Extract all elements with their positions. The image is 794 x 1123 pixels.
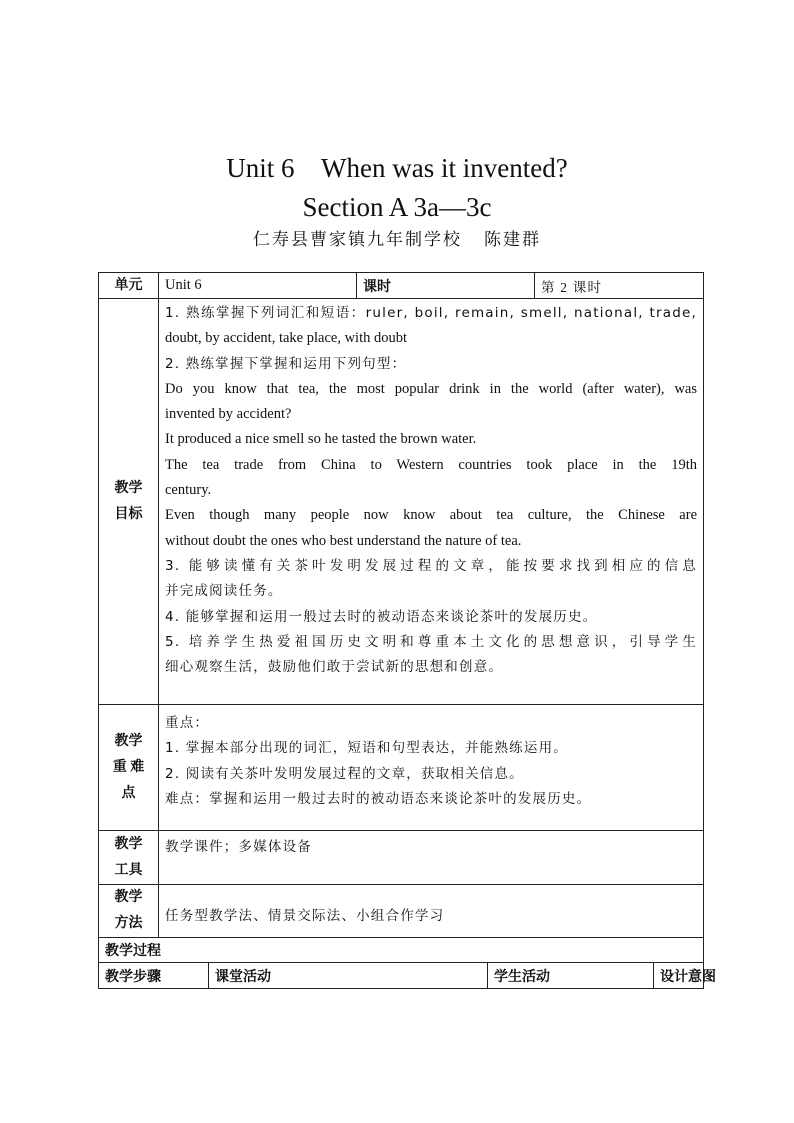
objectives-content: [159, 299, 704, 705]
objective-line: century.: [165, 482, 212, 499]
objective-line: 1. 熟练掌握下列词汇和短语：ruler, boil, remain, smell, national, trade,: [165, 305, 698, 321]
tools-row: [99, 831, 704, 885]
objective-line: Do you know that tea, the most popular drink in the world (after water), was: [165, 380, 698, 397]
key-point-line: 重点：: [165, 715, 210, 731]
objective-line: The tea trade from China to Western countries took place in the 19th: [165, 456, 698, 473]
process-label: 教学过程: [99, 938, 704, 963]
process-columns-row: [99, 963, 704, 989]
objective-line: without doubt the ones who best understand the nature of tea.: [165, 532, 522, 549]
objective-line: 细心观察生活，鼓励他们敢于尝试新的思想和创意。: [165, 659, 504, 676]
period-value: 第 2 课时: [535, 273, 704, 299]
objective-line: Even though many people now know about tea culture, the Chinese are: [165, 507, 698, 524]
methods-row: [99, 885, 704, 938]
process-col-steps: 教学步骤: [99, 963, 209, 989]
objectives-row: [99, 299, 704, 705]
objective-line: invented by accident?: [165, 406, 292, 423]
methods-label: 教学 方法: [99, 885, 159, 938]
objective-line: doubt, by accident, take place, with doubt: [165, 330, 407, 347]
objective-line: 5. 培养学生热爱祖国历史文明和尊重本土文化的思想意识，引导学生: [165, 633, 698, 650]
process-header-row: [99, 938, 704, 963]
objectives-label: 教学 目标: [99, 299, 159, 705]
unit-label: 单元: [99, 273, 159, 299]
tools-label: 教学 工具: [99, 831, 159, 885]
key-point-line: 1. 掌握本部分出现的词汇，短语和句型表达，并能熟练运用。: [165, 740, 568, 757]
objective-line: 4. 能够掌握和运用一般过去时的被动语态来谈论茶叶的发展历史。: [165, 608, 598, 625]
key-points-row: [99, 705, 704, 831]
key-points-content: [159, 705, 704, 831]
school-author-line: [0, 228, 794, 252]
objective-line: 并完成阅读任务。: [165, 583, 283, 600]
unit-row: [99, 273, 704, 299]
process-col-class-activity: 课堂活动: [209, 963, 488, 989]
objective-line: 2. 熟练掌握下掌握和运用下列句型：: [165, 355, 407, 372]
unit-value: Unit 6: [159, 273, 357, 299]
document-subtitle: Section A 3a—3c: [302, 192, 492, 222]
lesson-plan-table: [98, 272, 716, 989]
objective-line: 3. 能够读懂有关茶叶发明发展过程的文章，能按要求找到相应的信息: [165, 557, 698, 574]
methods-value: 任务型教学法、情景交际法、小组合作学习: [159, 885, 704, 938]
period-label: 课时: [357, 273, 535, 299]
key-points-label: 教学 重 难 点: [99, 705, 159, 831]
process-col-design-intent: 设计意图: [654, 963, 704, 989]
school-name: 仁寿县曹家镇九年制学校: [253, 230, 462, 250]
tools-value: 教学课件；多媒体设备: [159, 831, 704, 885]
process-col-student-activity: 学生活动: [488, 963, 654, 989]
key-point-line: 难点：掌握和运用一般过去时的被动语态来谈论茶叶的发展历史。: [165, 790, 592, 807]
objective-line: It produced a nice smell so he tasted the brown water.: [165, 431, 477, 448]
document-title: Unit 6 When was it invented?: [226, 153, 568, 183]
author-name: 陈建群: [484, 230, 541, 250]
key-point-line: 2. 阅读有关茶叶发明发展过程的文章，获取相关信息。: [165, 765, 524, 782]
